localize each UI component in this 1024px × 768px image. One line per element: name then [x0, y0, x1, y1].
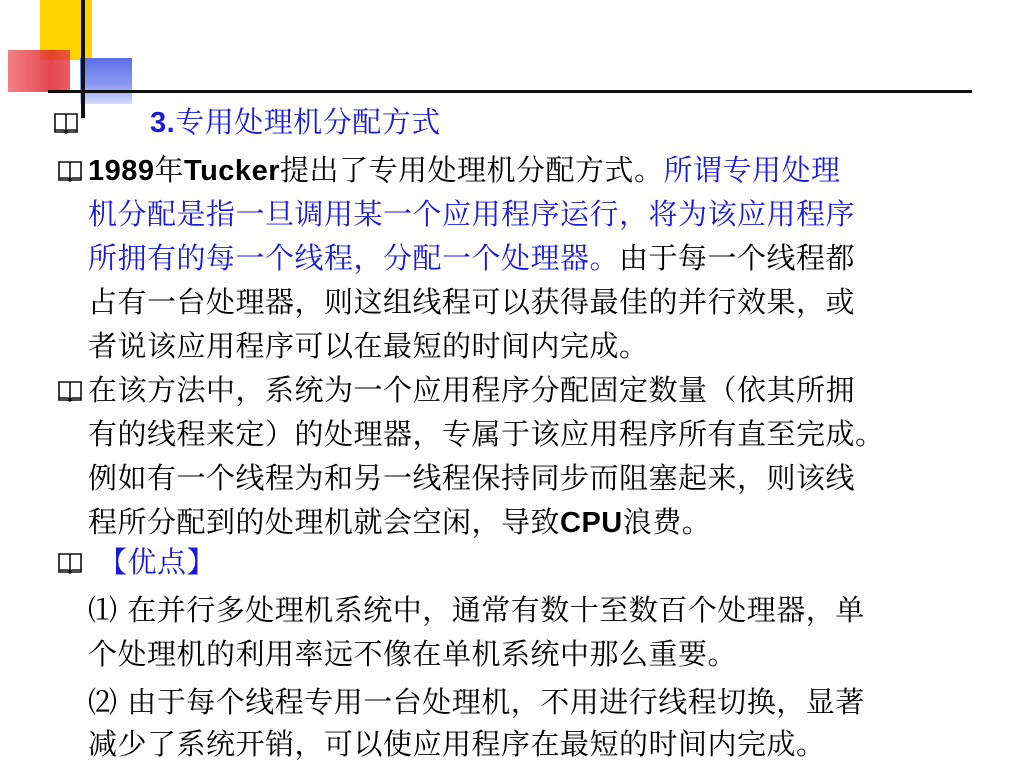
advantage-item1-number: ⑴	[88, 593, 118, 627]
year-text: 1989	[88, 155, 155, 187]
advantage-item1-line1	[88, 590, 865, 630]
advantage-item2-line2: 减少了系统开销，可以使应用程序在最短的时间内完成。	[88, 727, 826, 761]
advantage-item1-text: 在并行多处理机系统中，通常有数十至数百个处理器，单	[127, 593, 865, 627]
cpu-text: CPU	[560, 507, 623, 539]
para2-line4	[88, 502, 711, 543]
para1-line5: 者说该应用程序可以在最短的时间内完成。	[88, 329, 649, 363]
definition-part3: 所拥有的每一个线程，分配一个处理器。	[88, 241, 620, 275]
para2-line2: 有的线程来定）的处理器，专属于该应用程序所有直至完成。	[88, 417, 885, 451]
book-bullet-icon	[52, 108, 80, 136]
para2-line1: 在该方法中，系统为一个应用程序分配固定数量（依其所拥	[88, 373, 856, 407]
definition-part1: 所谓专用处理	[663, 153, 841, 187]
heading-number: 3.	[150, 107, 176, 139]
heading-text: 专用处理机分配方式	[175, 105, 441, 139]
para2-line3: 例如有一个线程为和另一线程保持同步而阻塞起来，则该线	[88, 461, 856, 495]
book-bullet-icon	[56, 376, 84, 404]
advantage-item2-number: ⑵	[88, 685, 118, 719]
year-suffix: 年	[154, 153, 185, 187]
advantage-item2-line1	[88, 682, 865, 722]
page-title	[150, 102, 441, 143]
para1-line3	[88, 238, 855, 278]
para2-line4-b: 浪费。	[622, 505, 712, 539]
para1-line4: 占有一台处理器，则这组线程可以获得最佳的并行效果，或	[88, 285, 856, 319]
advantages-label: 【优点】	[98, 545, 217, 579]
para2-line4-a: 程所分配到的处理机就会空闲，导致	[88, 505, 561, 539]
intro-text: 提出了专用处理机分配方式。	[279, 153, 664, 187]
para1-line3-rest: 由于每一个线程都	[619, 241, 856, 275]
para1-line2: 机分配是指一旦调用某一个应用程序运行，将为该应用程序	[88, 197, 856, 231]
book-bullet-icon	[56, 548, 84, 576]
para1-line1	[88, 150, 841, 191]
author-name: Tucker	[184, 155, 280, 187]
advantage-item1-line2: 个处理机的利用率远不像在单机系统中那么重要。	[88, 637, 738, 671]
book-bullet-icon	[56, 156, 84, 184]
advantage-item2-text: 由于每个线程专用一台处理机，不用进行线程切换，显著	[127, 685, 865, 719]
